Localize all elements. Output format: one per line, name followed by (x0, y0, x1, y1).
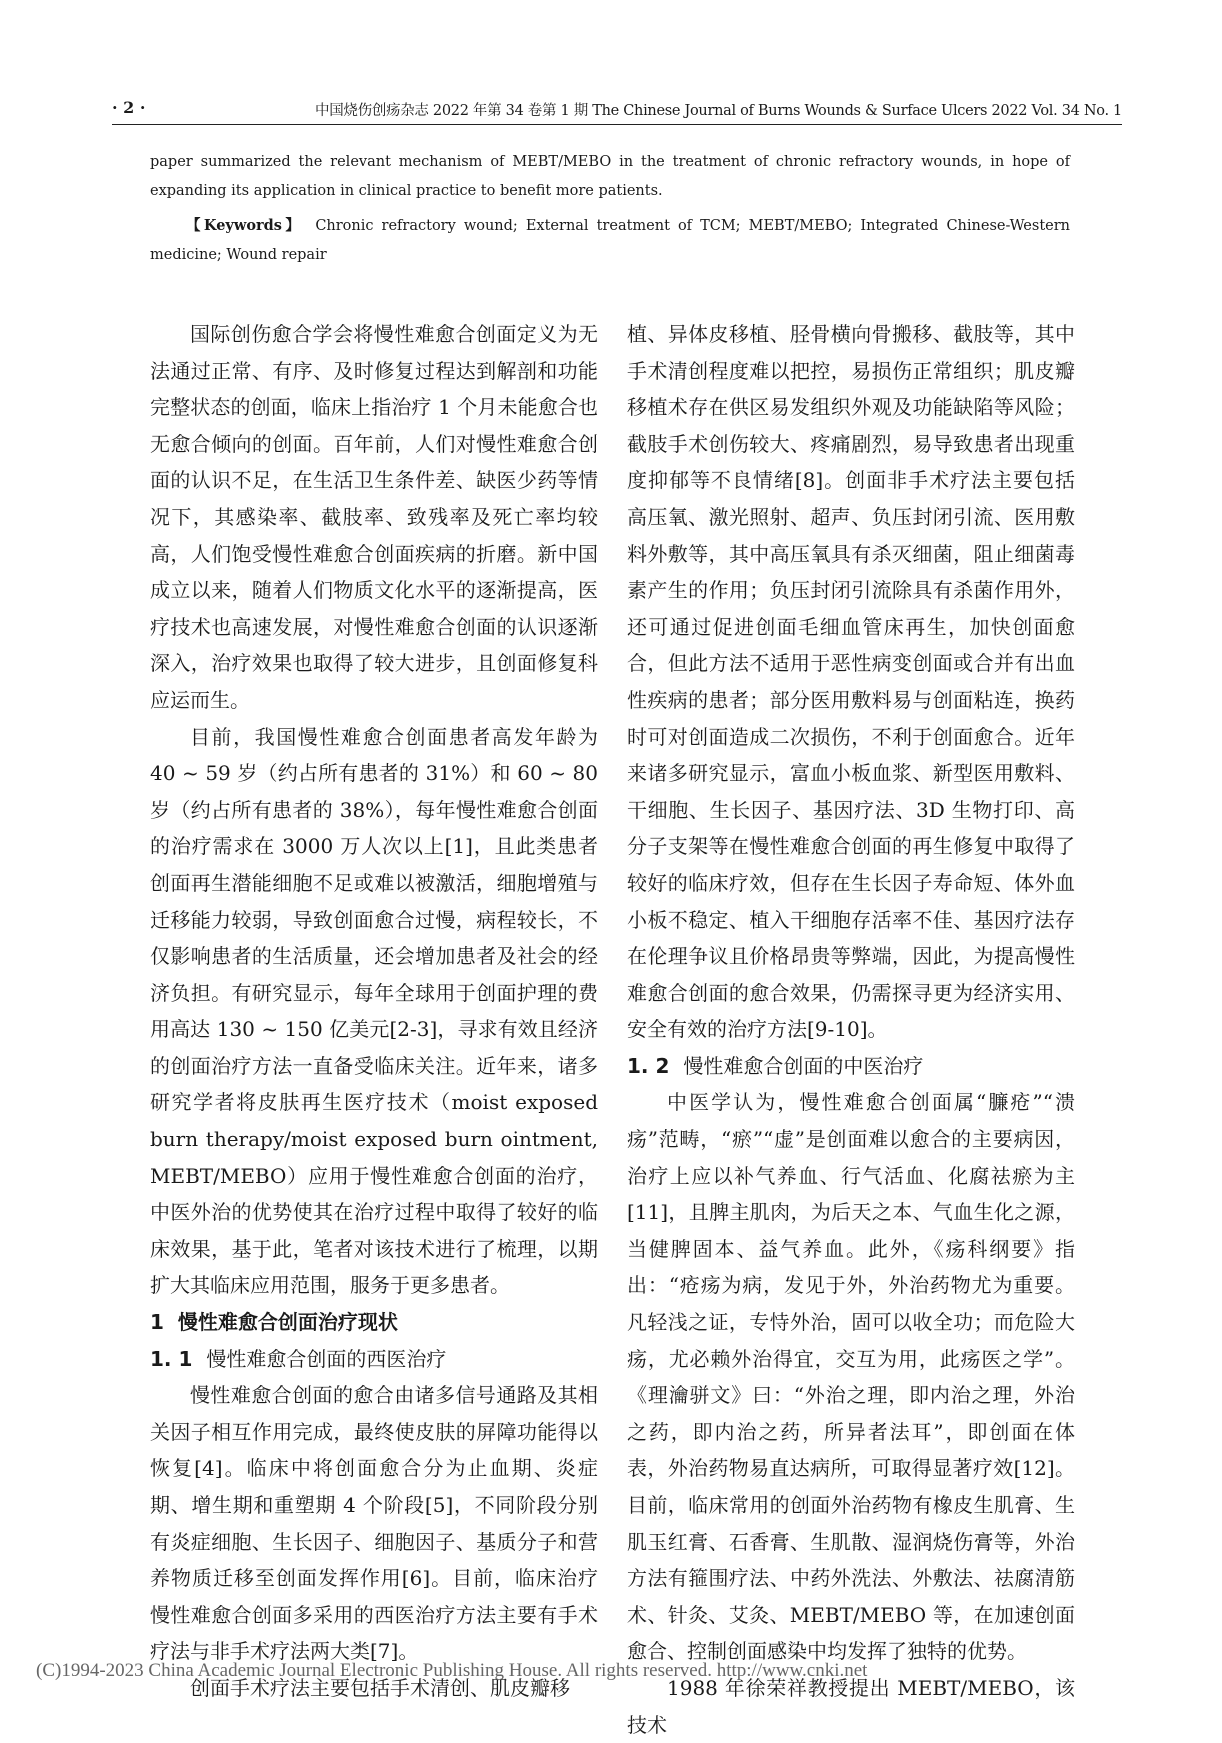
section-heading-1 (150, 1304, 598, 1341)
journal-citation: 中国烧伤创疡杂志 2022 年第 34 卷第 1 期 The Chinese Journal of Burns Wounds & Surface Ulcers 2022 Vol. 34 No. 1 (315, 103, 1122, 119)
subsection-heading-1-2 (627, 1048, 1075, 1085)
subsection-number: 1. 1 (150, 1346, 193, 1371)
copyright-footer: (C)1994-2023 China Academic Journal Electronic Publishing House. All rights reserved. http://www.cnki.net (36, 1660, 868, 1681)
paragraph-western-treatment: 慢性难愈合创面的愈合由诸多信号通路及其相关因子相互作用完成，最终使皮肤的屏障功能得以恢复[4]。临床中将创面愈合分为止血期、炎症期、增生期和重塑期 4 个阶段[5]，不同阶段分别有炎症细胞、生长因子、细胞因子、基质分子和营养物质迁移至创面发挥作用[6]。目前，临床治疗慢性难愈合创面多采用的西医治疗方法主要有手术疗法与非手术疗法两大类[7]。 (150, 1383, 598, 1664)
paragraph-tcm-treatment: 中医学认为，慢性难愈合创面属“臁疮”“溃疡”范畴，“瘀”“虚”是创面难以愈合的主要病因，治疗上应以补气养血、行气活血、化腐祛瘀为主[11]，且脾主肌肉，为后天之本、气血生化之源，当健脾固本、益气养血。此外，《疡科纲要》指出：“疮疡为病，发见于外，外治药物尤为重要。凡轻浅之证，专恃外治，固可以收全功；而危险大疡，尤必赖外治得宜，交互为用，此疡医之学”。《理瀹骈文》曰：“外治之理，即内治之理，外治之药，即内治之药，所异者法耳”，即创面在体表，外治药物易直达病所，可取得显著疗效[12]。目前，临床常用的创面外治药物有橡皮生肌膏、生肌玉红膏、石香膏、生肌散、湿润烧伤膏等，外治方法有箍围疗法、中药外洗法、外敷法、祛腐清筋术、针灸、艾灸、MEBT/MEBO 等，在加速创面愈合、控制创面感染中均发挥了独特的优势。 (627, 1090, 1075, 1664)
subsection-title: 慢性难愈合创面的中医治疗 (683, 1053, 924, 1078)
keywords-line (150, 211, 1070, 270)
abstract-text: paper summarized the relevant mechanism of MEBT/MEBO in the treatment of chronic refractory wounds, in hope of expanding its application in clinical practice to benefit more patients. (150, 154, 1070, 199)
paragraph-epidemiology: 目前，我国慢性难愈合创面患者高发年龄为 40 ~ 59 岁（约占所有患者的 31%）和 60 ~ 80 岁（约占所有患者的 38%），每年慢性难愈合创面的治疗需求在 3000 万人次以上[1]，且此类患者创面再生潜能细胞不足或难以被激活，细胞增殖与迁移能力较弱，导致创面愈合过慢，病程较长，不仅影响患者的生活质量，还会增加患者及社会的经济负担。有研究显示，每年全球用于创面护理的费用高达 130 ~ 150 亿美元[2-3]，寻求有效且经济的创面治疗方法一直备受临床关注。近年来，诸多研究学者将皮肤再生医疗技术（moist exposed burn therapy/moist exposed burn ointment, MEBT/MEBO）应用于慢性难愈合创面的治疗，中医外治的优势使其在治疗过程中取得了较好的临床效果，基于此，笔者对该技术进行了梳理，以期扩大其临床应用范围，服务于更多患者。 (150, 724, 598, 1298)
subsection-number: 1. 2 (627, 1053, 670, 1078)
paragraph-mebt-history: 1988 年徐荣祥教授提出 MEBT/MEBO，该技术 (627, 1675, 1075, 1737)
running-header (112, 96, 1122, 125)
paragraph-surgical-continued: 植、异体皮移植、胫骨横向骨搬移、截肢等，其中手术清创程度难以把控，易损伤正常组织；肌皮瓣移植术存在供区易发组织外观及功能缺陷等风险；截肢手术创伤较大、疼痛剧烈，易导致患者出现重度抑郁等不良情绪[8]。创面非手术疗法主要包括高压氧、激光照射、超声、负压封闭引流、医用敷料外敷等，其中高压氧具有杀灭细菌，阻止细菌毒素产生的作用；负压封闭引流除具有杀菌作用外，还可通过促进创面毛细血管床再生，加快创面愈合，但此方法不适用于恶性病变创面或合并有出血性疾病的患者；部分医用敷料易与创面粘连，换药时可对创面造成二次损伤，不利于创面愈合。近年来诸多研究显示，富血小板血浆、新型医用敷料、干细胞、生长因子、基因疗法、3D 生物打印、高分子支架等在慢性难愈合创面的再生修复中取得了较好的临床疗效，但存在生长因子寿命短、体外血小板不稳定、植入干细胞存活率不佳、基因疗法存在伦理争议且价格昂贵等弊端，因此，为提高慢性难愈合创面的愈合效果，仍需探寻更为经济实用、安全有效的治疗方法[9-10]。 (627, 322, 1075, 1042)
subsection-title: 慢性难愈合创面的西医治疗 (206, 1346, 447, 1371)
paragraph-intro: 国际创伤愈合学会将慢性难愈合创面定义为无法通过正常、有序、及时修复过程达到解剖和功能完整状态的创面，临床上指治疗 1 个月未能愈合也无愈合倾向的创面。百年前，人们对慢性难愈合创面的认识不足，在生活卫生条件差、缺医少药等情况下，其感染率、截肢率、致残率及死亡率均较高，人们饱受慢性难愈合创面疾病的折磨。新中国成立以来，随着人们物质文化水平的逐渐提高，医疗技术也高速发展，对慢性难愈合创面的认识逐渐深入，治疗效果也取得了较大进步，且创面修复科应运而生。 (150, 322, 598, 712)
left-column (150, 316, 598, 1707)
abstract-block (150, 148, 1070, 270)
keywords-text: Chronic refractory wound; External treatment of TCM; MEBT/MEBO; Integrated Chinese-Western medicine; Wound repair (150, 218, 1071, 263)
right-column (627, 316, 1075, 1743)
section-title: 慢性难愈合创面治疗现状 (177, 1310, 398, 1335)
paragraph-surgical-therapy: 创面手术疗法主要包括手术清创、肌皮瓣移 (190, 1675, 570, 1700)
page-number: · 2 · (112, 98, 146, 117)
section-number: 1 (150, 1310, 164, 1335)
keywords-label: 【Keywords】 (186, 217, 304, 234)
subsection-heading-1-1 (150, 1341, 598, 1378)
